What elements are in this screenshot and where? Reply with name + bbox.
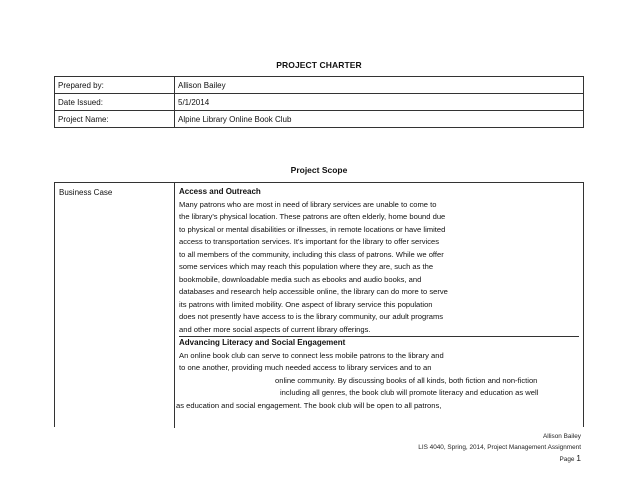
paragraph-line: does not presently have access to is the library community, our adult programs [179,312,444,321]
paragraph-line: to all members of the community, including this class of patrons. While we offer [179,249,444,259]
footer-course: LIS 4040, Spring, 2014, Project Management Assignment [418,444,581,451]
paragraph-line: online community. By discussing books of all kinds, both fiction and non-fiction [275,375,538,385]
date-issued-value: 5/1/2014 [175,94,584,111]
paragraph-line: bookmobile, downloadable media such as ebooks and audio books, and [179,274,422,284]
page-number: 1 [576,453,581,463]
project-name-label: Project Name: [55,111,175,128]
paragraph-line: An online book club can serve to connect less mobile patrons to the library and [179,350,444,360]
paragraph-line: its patrons with limited mobility. One aspect of library service this population [179,299,433,309]
paragraph-line: access to transportation services. It's important for the library to offer services [179,237,440,246]
table-row [55,111,584,128]
footer-page [418,453,581,464]
scope-table [54,182,584,427]
business-case-label: Business Case [59,188,113,197]
paragraph-line: Many patrons who are most in need of library services are unable to come to [179,199,437,209]
prepared-by-value: Allison Bailey [175,77,584,94]
paragraph-line: to one another, providing much needed access to library services and to an [179,363,432,372]
date-issued-label: Date Issued: [55,94,175,111]
project-name-value: Alpine Library Online Book Club [175,111,584,128]
paragraph-line: some services which may reach this population where they are, such as the [179,262,434,271]
section-title: Project Scope [290,165,348,175]
charter-info-table [54,76,584,128]
document-title: PROJECT CHARTER [276,60,362,70]
paragraph-line: as education and social engagement. The book club will be open to all patrons, [176,400,442,410]
access-outreach-heading: Access and Outreach [179,187,261,196]
literacy-engagement-heading: Advancing Literacy and Social Engagement [179,338,346,347]
table-row [55,77,584,94]
paragraph-line: databases and research help accessible online, the library can do more to serve [179,287,448,296]
page-label: Page [559,456,575,463]
paragraph-line: including all genres, the book club will promote literacy and education as well [280,388,539,397]
business-case-content [176,186,579,412]
page-footer [418,431,581,464]
footer-author: Allison Bailey [542,433,581,440]
paragraph-line: the library's physical location. These patrons are often elderly, home bound due [179,212,446,221]
table-row [55,94,584,111]
paragraph-line: and other more social aspects of current library offerings. [179,324,579,338]
prepared-by-label: Prepared by: [55,77,175,94]
paragraph-line: to physical or mental disabilities or illnesses, in remote locations or have limited [179,224,446,234]
column-divider [174,183,175,428]
